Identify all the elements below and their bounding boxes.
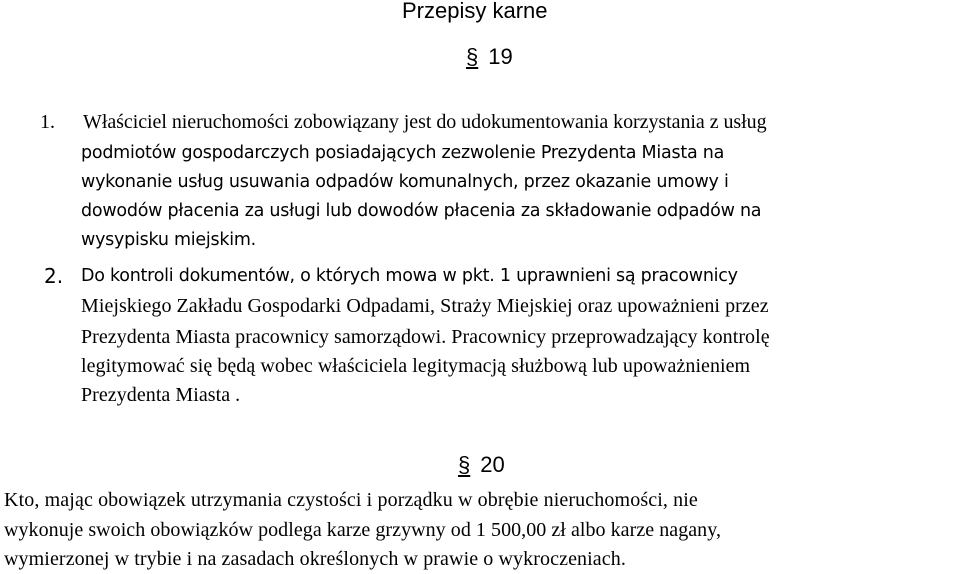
item-1-line: wysypisku miejskim. bbox=[81, 230, 256, 250]
section-number: 20 bbox=[480, 452, 505, 477]
section-19-heading bbox=[466, 43, 513, 71]
item-1-line: wykonanie usług usuwania odpadów komunalnych, przez okazanie umowy i bbox=[81, 172, 729, 192]
item-1-line: podmiotów gospodarczych posiadających zezwolenie Prezydenta Miasta na bbox=[81, 143, 725, 163]
page-title: Przepisy karne bbox=[402, 0, 548, 23]
section-20-line: Kto, mając obowiązek utrzymania czystości i porządku w obrębie nieruchomości, nie bbox=[4, 489, 698, 511]
section-symbol: § bbox=[466, 44, 479, 69]
item-2-line: legitymować się będą wobec właściciela legitymacją służbową lub upoważnieniem bbox=[81, 355, 751, 377]
section-number: 19 bbox=[488, 44, 513, 69]
item-2-line: Prezydenta Miasta . bbox=[81, 384, 241, 406]
item-2-label: 2. bbox=[44, 264, 64, 288]
item-2-line: Prezydenta Miasta pracownicy samorządowi. Pracownicy przeprowadzający kontrolę bbox=[81, 326, 770, 348]
section-20-line: wykonuje swoich obowiązków podlega karze grzywny od 1 500,00 zł albo karze nagany, bbox=[4, 519, 722, 541]
section-20-heading bbox=[458, 451, 505, 479]
item-1-line: Właściciel nieruchomości zobowiązany jest do udokumentowania korzystania z usług bbox=[83, 111, 767, 133]
item-2-line: Miejskiego Zakładu Gospodarki Odpadami, Straży Miejskiej oraz upoważnieni przez bbox=[81, 295, 769, 317]
section-symbol: § bbox=[458, 452, 471, 477]
item-1-label: 1. bbox=[40, 111, 55, 133]
item-1-line: dowodów płacenia za usługi lub dowodów płacenia za składowanie odpadów na bbox=[81, 201, 762, 221]
section-20-line: wymierzonej w trybie i na zasadach określonych w prawie o wykroczeniach. bbox=[4, 548, 626, 570]
item-2-line: Do kontroli dokumentów, o których mowa w pkt. 1 uprawnieni są pracownicy bbox=[81, 266, 738, 286]
